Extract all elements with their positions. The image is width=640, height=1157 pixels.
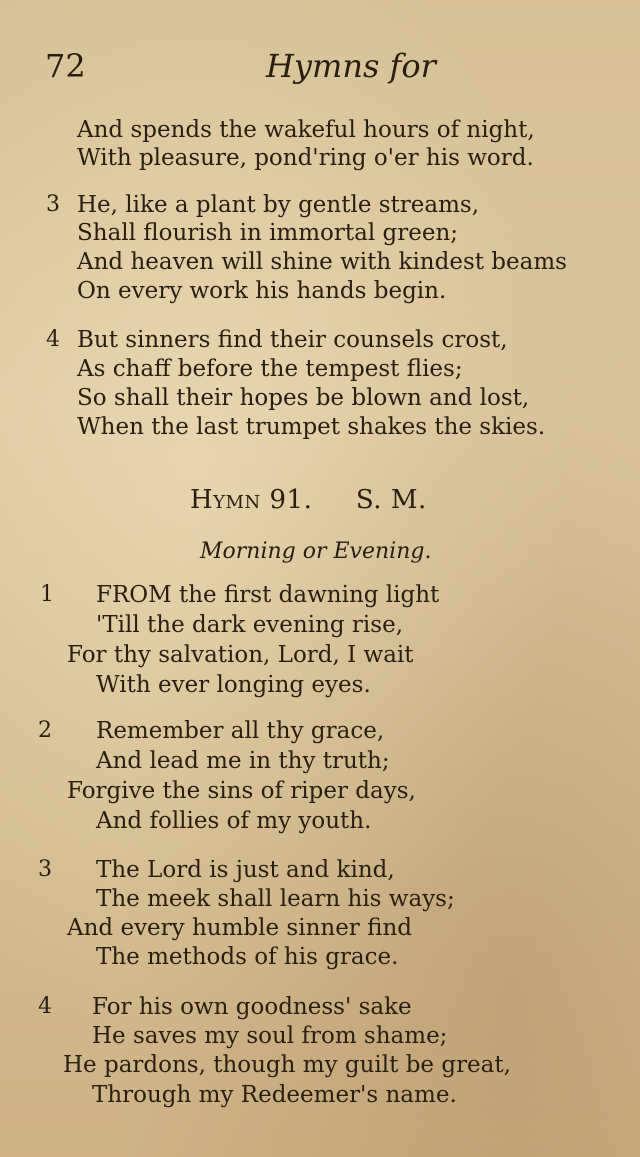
verse-line: The Lord is just and kind, [96,857,395,883]
verse-number: 1 [40,582,54,607]
verse-number: 3 [38,857,52,882]
verse-number: 4 [46,327,60,352]
hymn-meter: S. M. [355,485,427,515]
verse-line: And follies of my youth. [96,808,372,834]
verse-line: And heaven will shine with kindest beams [77,249,567,275]
verse-line: But sinners find their counsels crost, [77,327,508,353]
verse-line: As chaff before the tempest flies; [77,356,463,382]
verse-line: Forgive the sins of riper days, [67,778,416,804]
verse-line: Remember all thy grace, [96,718,385,744]
verse-line: For his own goodness' sake [92,994,412,1020]
verse-line: With ever longing eyes. [96,672,371,698]
hymn-number: 91. [269,485,313,515]
verse-number: 3 [46,192,60,217]
verse-line: He, like a plant by gentle streams, [77,192,480,218]
page-number: 72 [45,47,86,85]
verse-line: For thy salvation, Lord, I wait [67,642,414,668]
verse-number: 2 [38,718,52,743]
verse-line: And lead me in thy truth; [96,748,390,774]
verse-line: FROM the first dawning light [96,582,440,608]
hymn-title-word: Hymn [190,485,261,515]
verse-line: And every humble sinner find [67,915,412,941]
verse-line: He pardons, though my guilt be great, [63,1052,511,1078]
running-title: Hymns for [266,47,436,85]
verse-number: 4 [38,994,52,1019]
verse-line: And spends the wakeful hours of night, [77,117,535,143]
verse-line: On every work his hands begin. [77,278,447,304]
verse-line: The meek shall learn his ways; [96,886,455,912]
hymn-subtitle: Morning or Evening. [200,539,432,564]
verse-line: When the last trumpet shakes the skies. [77,414,546,440]
verse-line: Shall flourish in immortal green; [77,220,459,246]
verse-line: So shall their hopes be blown and lost, [77,385,530,411]
verse-line: He saves my soul from shame; [92,1023,448,1049]
verse-line: With pleasure, pond'ring o'er his word. [77,145,534,171]
verse-line: 'Till the dark evening rise, [96,612,404,638]
hymn-title [190,482,427,518]
verse-line: Through my Redeemer's name. [92,1082,457,1108]
verse-line: The methods of his grace. [96,944,399,970]
